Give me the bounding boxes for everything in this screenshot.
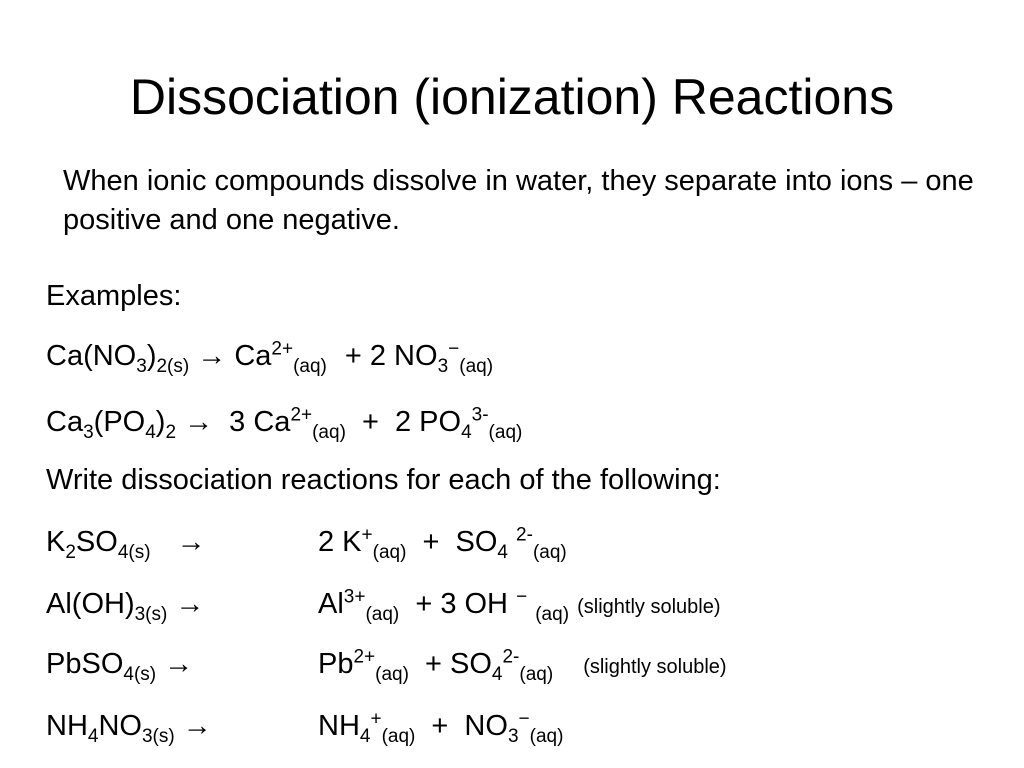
slide-title: Dissociation (ionization) Reactions bbox=[129, 69, 895, 125]
exercise-row-1 bbox=[46, 524, 567, 563]
products-pbso4: $Pb^{2+}_{(aq)} + SO_4^{2-}_{(aq)}$ (slightly soluble) bbox=[318, 646, 727, 685]
products-aloh3: $Al^{3+}_{(aq)} + 3$ OH − $_{(aq)}$ (slightly soluble) bbox=[318, 586, 721, 625]
reactant-k2so4: $K_2SO_{4(s)}$ → bbox=[46, 526, 206, 563]
exercise-row-3 bbox=[46, 646, 727, 685]
reactant-aloh3: $Al(OH)_{3(s)}$ → bbox=[46, 588, 205, 625]
exercise-row-4 bbox=[46, 708, 564, 747]
example-equation-2: $Ca_3(PO_4)_2 \to 3$ $Ca^{2+}_{(aq)} + 2$ $PO_4^{3-}_{(aq)}$ bbox=[46, 404, 523, 443]
examples-heading: Examples: bbox=[46, 280, 182, 312]
exercise-row-2 bbox=[46, 586, 721, 625]
reactant-pbso4: PbSO$_{4(s)}$ → bbox=[46, 648, 194, 685]
example-equation-1: $Ca(NO_3)_{2(s)} \to Ca^{2+}_{(aq)} + 2$ $NO_3^-_{(aq)}$ bbox=[46, 338, 494, 377]
intro-text: When ionic compounds dissolve in water, they separate into ions – one positive and one negative. bbox=[63, 165, 974, 236]
solubility-note: (slightly soluble) bbox=[583, 656, 727, 678]
task-heading: Write dissociation reactions for each of the following: bbox=[46, 464, 721, 496]
products-nh4no3: $NH_4^+_{(aq)} + NO_3^-_{(aq)}$ bbox=[318, 708, 564, 747]
solubility-note: (slightly soluble) bbox=[577, 596, 721, 618]
products-k2so4: 2 $K^+_{(aq)} + SO_4$ $^{2-}_{(aq)}$ bbox=[318, 524, 567, 563]
reactant-nh4no3: $NH_4NO_{3(s)}$ → bbox=[46, 710, 212, 747]
